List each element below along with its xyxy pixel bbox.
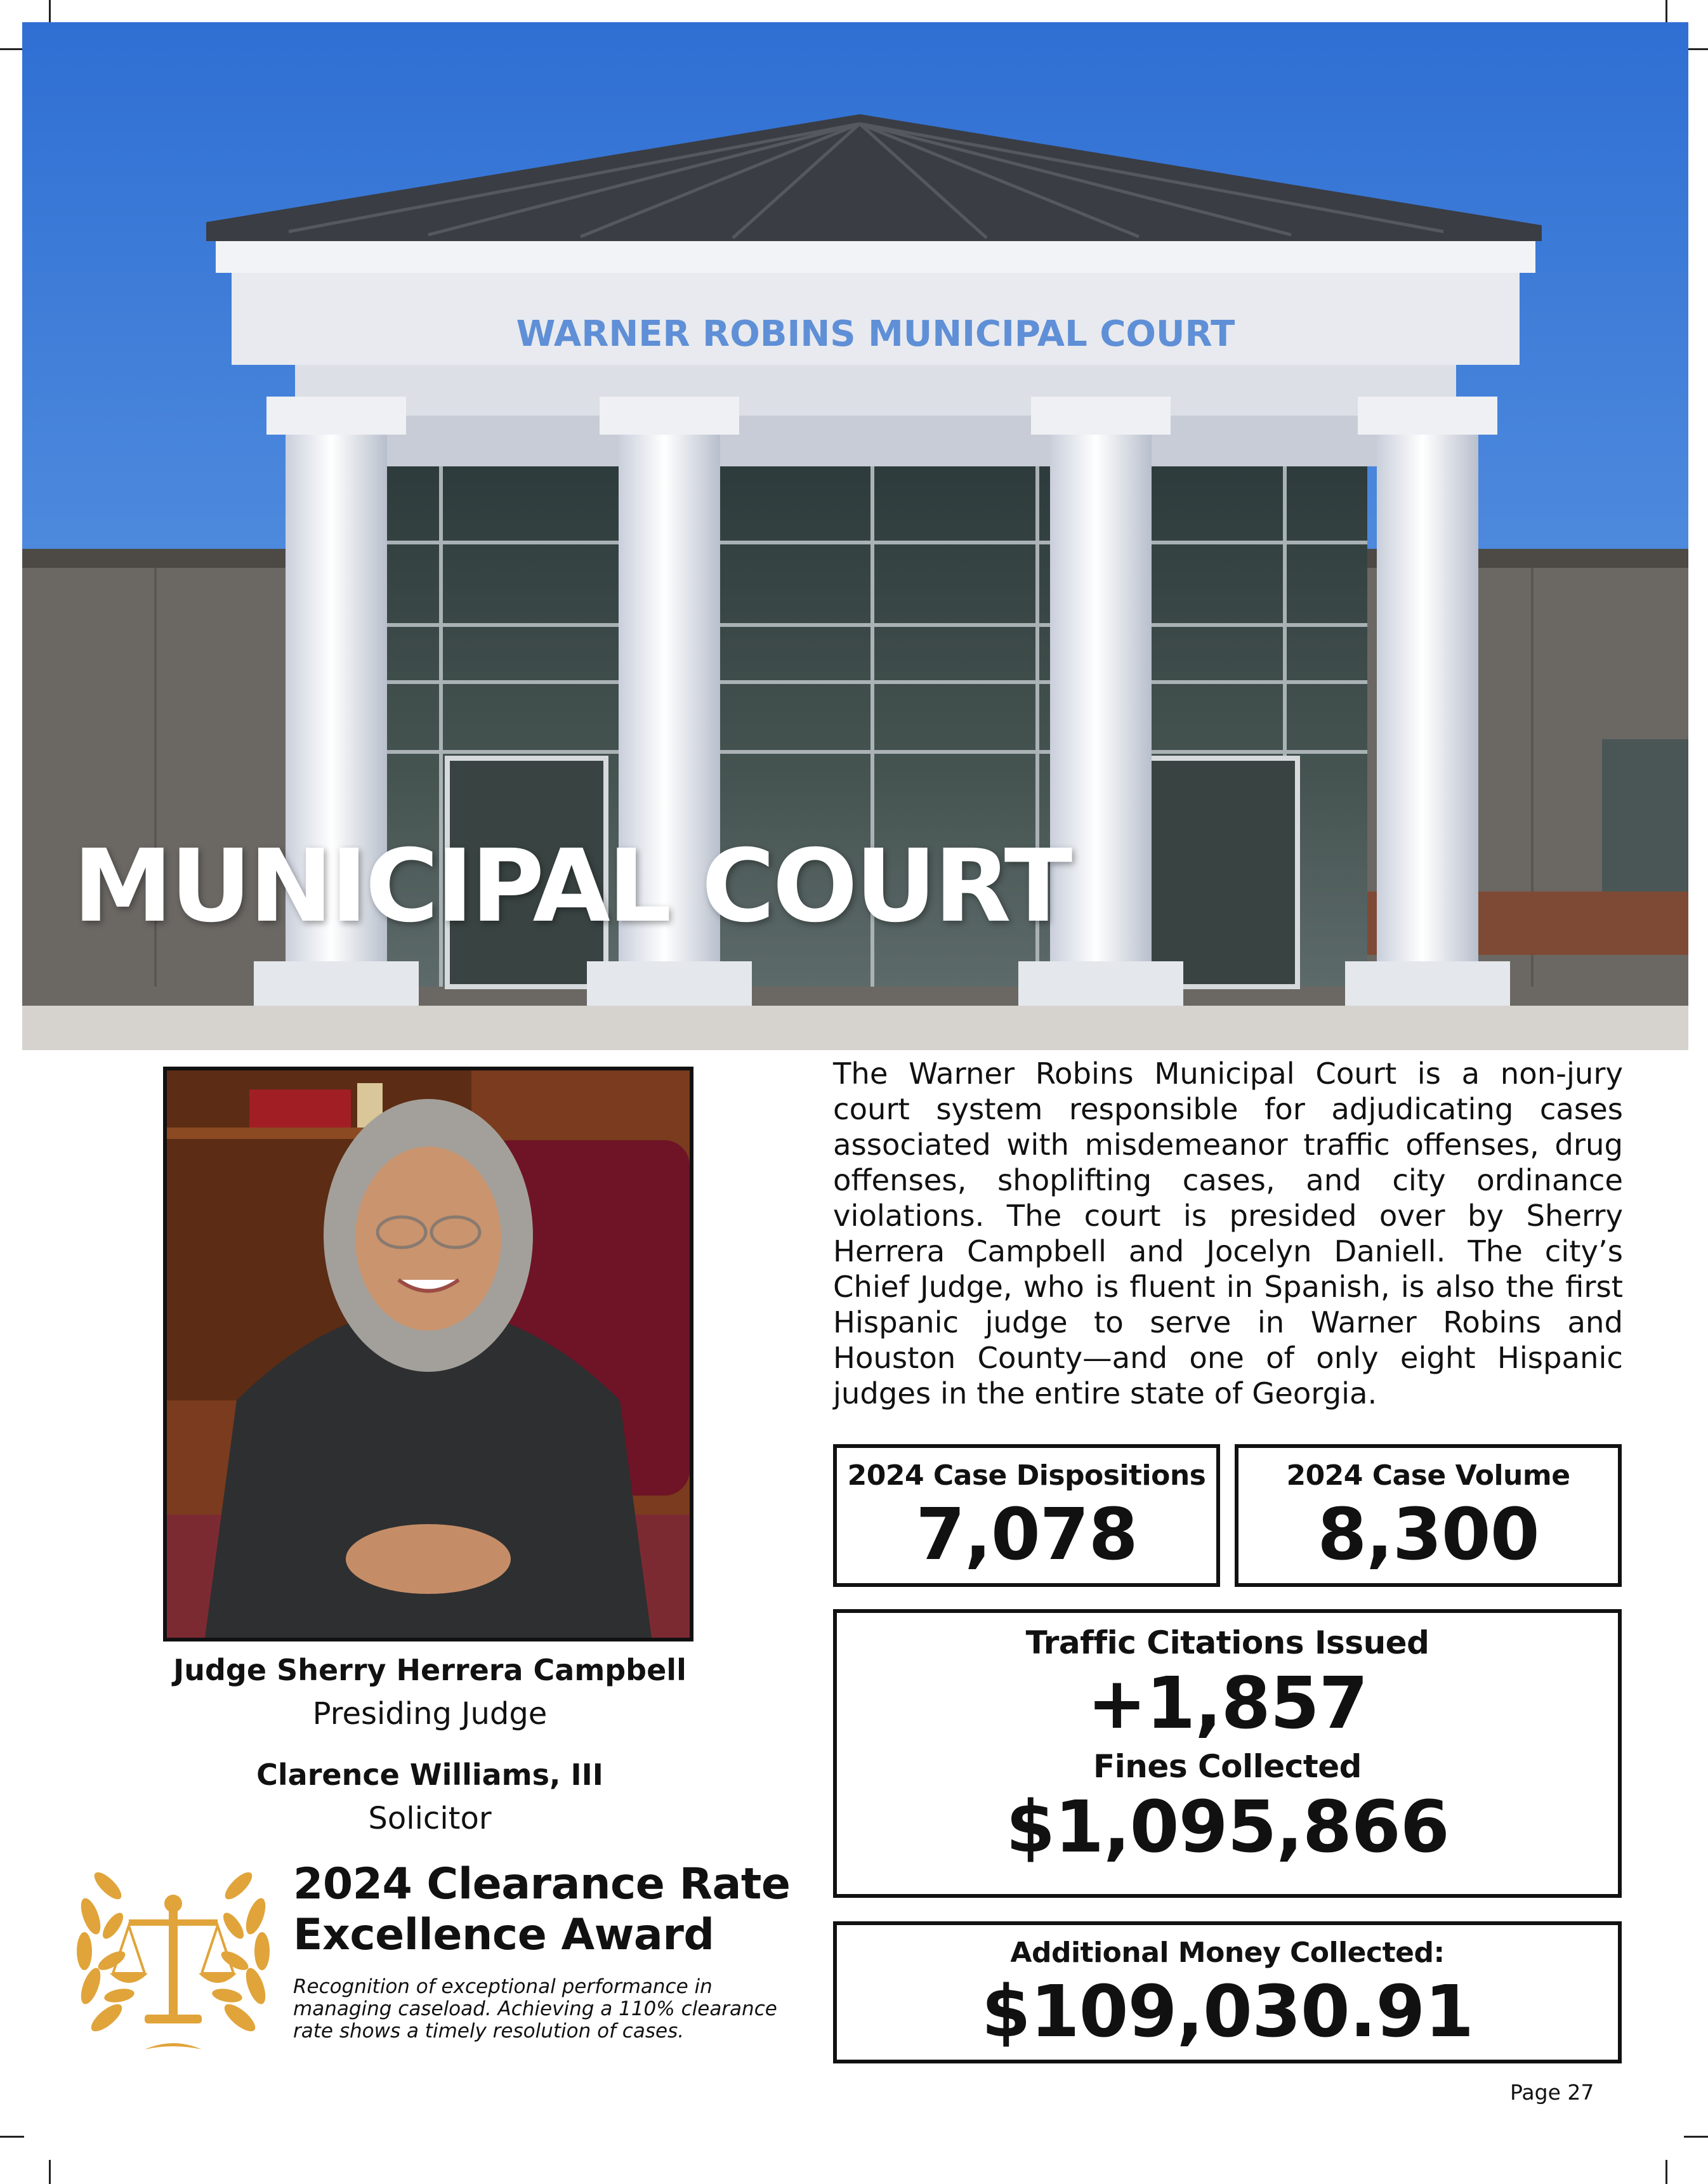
- judge-role: Presiding Judge: [312, 1696, 548, 1732]
- stat-additional-money: [833, 1921, 1622, 2063]
- stat-case-volume: [1235, 1444, 1622, 1587]
- stat-case-dispositions: [833, 1444, 1220, 1587]
- building-sign: WARNER ROBINS MUNICIPAL COURT: [516, 313, 1235, 355]
- court-description: The Warner Robins Municipal Court is a non-jury court system responsible for adjudicating cases associated with misdemeanor traffic offenses, drug offenses, shoplifting cases, and city ordinance violations. The court is presided over by Sherry Herrera Campbell and Jocelyn Daniell. The city’s Chief Judge, who is fluent in Spanish, is also the first Hispanic judge to serve in Warner Robins and Houston County—and one of only eight Hispanic judges in the entire state of Georgia.: [833, 1056, 1623, 1411]
- crop-mark: [1684, 2136, 1708, 2138]
- stat-citations-fines: [833, 1609, 1622, 1898]
- stat-label: 2024 Case Volume: [1286, 1459, 1570, 1492]
- judge-portrait: [163, 1067, 693, 1641]
- crop-mark: [1665, 2160, 1667, 2184]
- stat-value: $109,030.91: [981, 1971, 1474, 2053]
- stat-value: +1,857: [1087, 1662, 1368, 1745]
- page-title: MUNICIPAL COURT: [73, 828, 1070, 945]
- solicitor-name: Clarence Williams, III: [256, 1758, 603, 1792]
- award-description: Recognition of exceptional performance in managing caseload. Achieving a 110% clearance rate shows a timely resolution of cases.: [293, 1975, 777, 2043]
- award-title-line: 2024 Clearance Rate: [293, 1859, 791, 1909]
- crop-mark: [0, 2136, 24, 2138]
- stat-label: Fines Collected: [1093, 1748, 1362, 1785]
- stat-label: 2024 Case Dispositions: [847, 1459, 1206, 1492]
- scales-of-justice-laurel-icon: [69, 1859, 278, 2049]
- stat-value: 7,078: [916, 1494, 1138, 1576]
- crop-mark: [1665, 0, 1667, 24]
- stat-label: Additional Money Collected:: [1010, 1937, 1445, 1969]
- stat-value: $1,095,866: [1006, 1786, 1449, 1869]
- solicitor-role: Solicitor: [368, 1801, 492, 1836]
- award-title-line: Excellence Award: [293, 1910, 714, 1960]
- crop-mark: [49, 0, 51, 24]
- judge-name: Judge Sherry Herrera Campbell: [173, 1653, 686, 1687]
- page-number: Page 27: [1510, 2080, 1594, 2105]
- stat-label: Traffic Citations Issued: [1025, 1624, 1429, 1661]
- crop-mark: [0, 48, 24, 50]
- courthouse-photo: [22, 22, 1688, 1050]
- stat-value: 8,300: [1317, 1494, 1539, 1576]
- award-title: [293, 1859, 813, 1961]
- crop-mark: [49, 2160, 51, 2184]
